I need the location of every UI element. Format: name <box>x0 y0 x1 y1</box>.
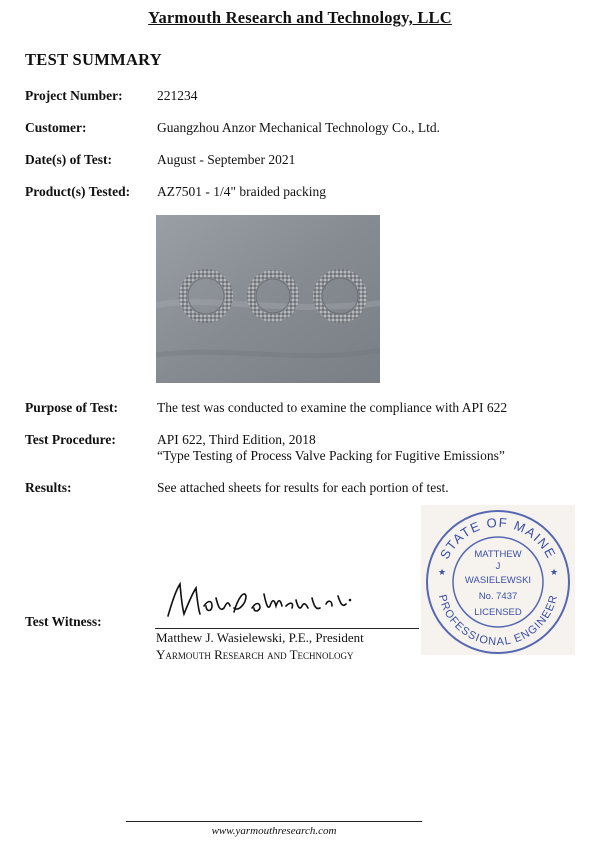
witness-label: Test Witness: <box>25 614 102 629</box>
results-label: Results: <box>25 480 72 495</box>
dates-label: Date(s) of Test: <box>25 152 112 167</box>
seal-name-first: MATTHEW <box>474 549 522 560</box>
signer-name: Matthew J. Wasielewski, P.E., President <box>156 630 364 645</box>
star-icon: ★ <box>550 567 559 577</box>
project-number-label: Project Number: <box>25 88 123 103</box>
seal-arc-top: STATE OF MAINE <box>436 514 560 562</box>
products-label: Product(s) Tested: <box>25 184 131 199</box>
page-title: TEST SUMMARY <box>25 50 163 69</box>
star-icon: ★ <box>438 567 447 577</box>
engineer-seal-stamp <box>421 505 575 655</box>
dates-value: August - September 2021 <box>157 152 296 167</box>
footer-website-link[interactable]: www.yarmouthresearch.com <box>211 825 337 837</box>
products-value: AZ7501 - 1/4" braided packing <box>157 184 326 199</box>
customer-label: Customer: <box>25 120 87 135</box>
project-number-value: 221234 <box>157 88 198 103</box>
procedure-label: Test Procedure: <box>25 432 116 447</box>
results-value: See attached sheets for results for each portion of test. <box>157 480 449 495</box>
seal-license-number: No. 7437 <box>478 591 518 602</box>
customer-value: Guangzhou Anzor Mechanical Technology Co., Ltd. <box>157 120 440 135</box>
company-title: Yarmouth Research and Technology, LLC <box>148 8 452 27</box>
product-photo <box>156 215 380 383</box>
handwritten-signature <box>162 578 362 622</box>
procedure-value-line1: API 622, Third Edition, 2018 <box>157 432 316 447</box>
signer-company: Yarmouth Research and Technology <box>156 647 354 662</box>
seal-licensed: LICENSED <box>474 607 522 618</box>
footer-divider <box>126 821 422 822</box>
seal-name-last: WASIELEWSKI <box>464 575 532 586</box>
procedure-value-line2: “Type Testing of Process Valve Packing for Fugitive Emissions” <box>157 448 505 463</box>
signature-line <box>155 628 419 629</box>
purpose-value: The test was conducted to examine the compliance with API 622 <box>157 400 508 415</box>
seal-name-middle: J <box>495 561 501 572</box>
seal-arc-bottom: PROFESSIONAL ENGINEER <box>435 593 561 649</box>
purpose-label: Purpose of Test: <box>25 400 119 415</box>
